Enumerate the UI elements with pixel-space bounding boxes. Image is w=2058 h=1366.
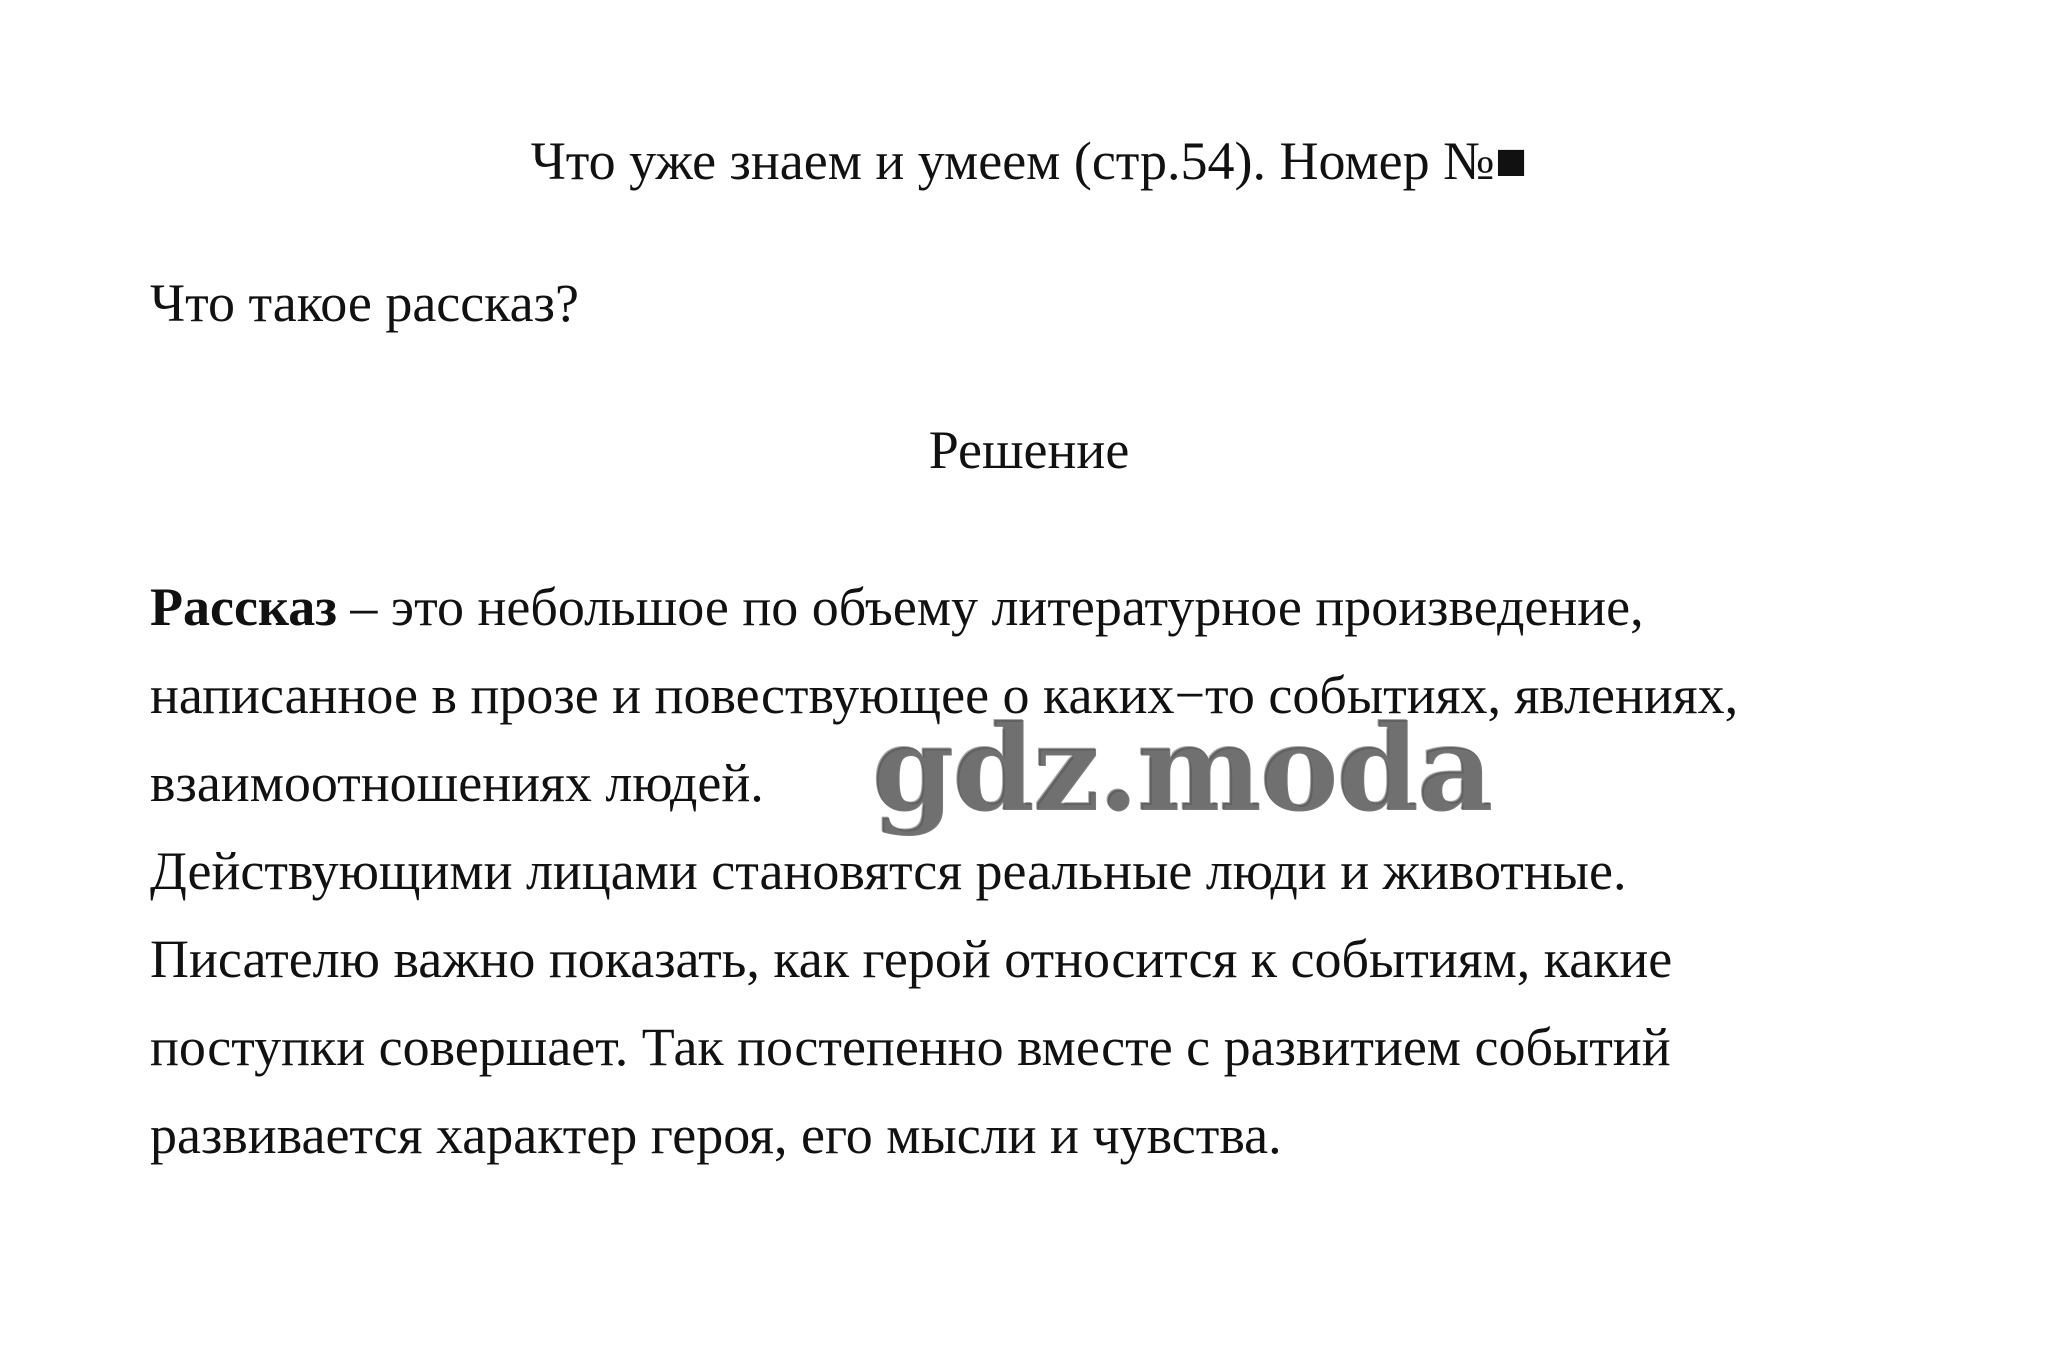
answer-line-2: написанное в прозе и повествующее о каких−то событиях, явлениях, (150, 665, 1739, 725)
answer-term: Рассказ (150, 577, 337, 637)
answer-line-1 (150, 563, 2010, 651)
answer-line-4: Действующими лицами становятся реальные люди и животные. (150, 841, 1627, 901)
answer-line-3: взаимоотношениях людей. (150, 753, 764, 813)
watermark-logo: gdz.moda (872, 699, 1492, 838)
answer-text (150, 563, 2010, 1179)
answer-line-5: Писателю важно показать, как герой относится к событиям, какие (150, 929, 1673, 989)
answer-line-7: развивается характер героя, его мысли и чувства. (150, 1105, 1282, 1165)
exercise-heading: Что уже знаем и умеем (стр.54). Номер №■ (530, 131, 1528, 191)
question-text: Что такое рассказ? (150, 273, 579, 333)
solution-title: Решение (928, 420, 1130, 480)
answer-line-1-rest: – это небольшое по объему литературное произведение, (336, 577, 1644, 637)
answer-line-6: поступки совершает. Так постепенно вместе с развитием событий (150, 1017, 1671, 1077)
